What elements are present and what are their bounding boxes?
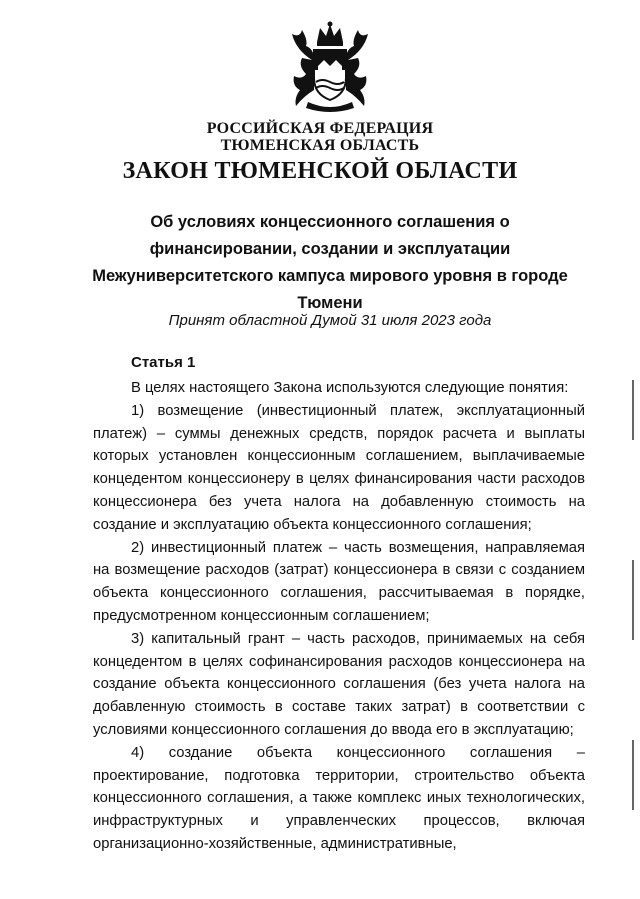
region-heading: ТЮМЕНСКАЯ ОБЛАСТЬ [220,137,420,154]
article-heading: Статья 1 [131,354,196,371]
article-paragraph: 2) инвестиционный платеж – часть возмещения, направляемая на возмещение расходов (затрат) концессионера в связи с созданием объекта концессионного соглашения, рассчитываемая в порядке, предусмотренном концессионным соглашением; [93,539,585,624]
document-type-heading: ЗАКОН ТЮМЕНСКОЙ ОБЛАСТИ [122,158,518,184]
country-heading: РОССИЙСКАЯ ФЕДЕРАЦИЯ [206,120,434,137]
article-paragraph: 1) возмещение (инвестиционный платеж, эксплуатационный платеж) – суммы денежных средств, порядок расчета и выплаты которых установлен концессионным соглашением, выплачиваемые концедентом концессионеру в целях финансирования части расходов концессионера без учета налога на добавленную стоимость на создание и эксплуатацию объекта концессионного соглашения; [93,402,585,533]
article-body [93,377,585,856]
coat-of-arms-icon [282,20,378,114]
adoption-date: Принят областной Думой 31 июля 2023 года [168,312,492,329]
article-paragraph: 3) капитальный грант – часть расходов, принимаемых на себя концедентом в целях софинансирования расходов концессионера на создание объекта концессионного соглашения (без учета налога на добавленную стоимость в составе таких затрат) в соответствии с условиями концессионного соглашения до ввода его в эксплуатацию; [93,630,585,738]
scan-edge-mark [632,560,634,640]
article-paragraph: В целях настоящего Закона используются следующие понятия: [131,380,569,396]
scan-edge-mark [632,740,634,810]
article-paragraph: 4) создание объекта концессионного соглашения – проектирование, подготовка территории, строительство объекта концессионного соглашения, а также комплекс иных технологических, инфраструктурных и управленческих процессов, включая организационно-хозяйственные, административные, [93,744,585,852]
scan-edge-mark [632,380,634,440]
law-title: Об условиях концессионного соглашения о финансировании, создании и эксплуатации Межуниверситетского кампуса мирового уровня в городе Тюмени [92,213,568,312]
